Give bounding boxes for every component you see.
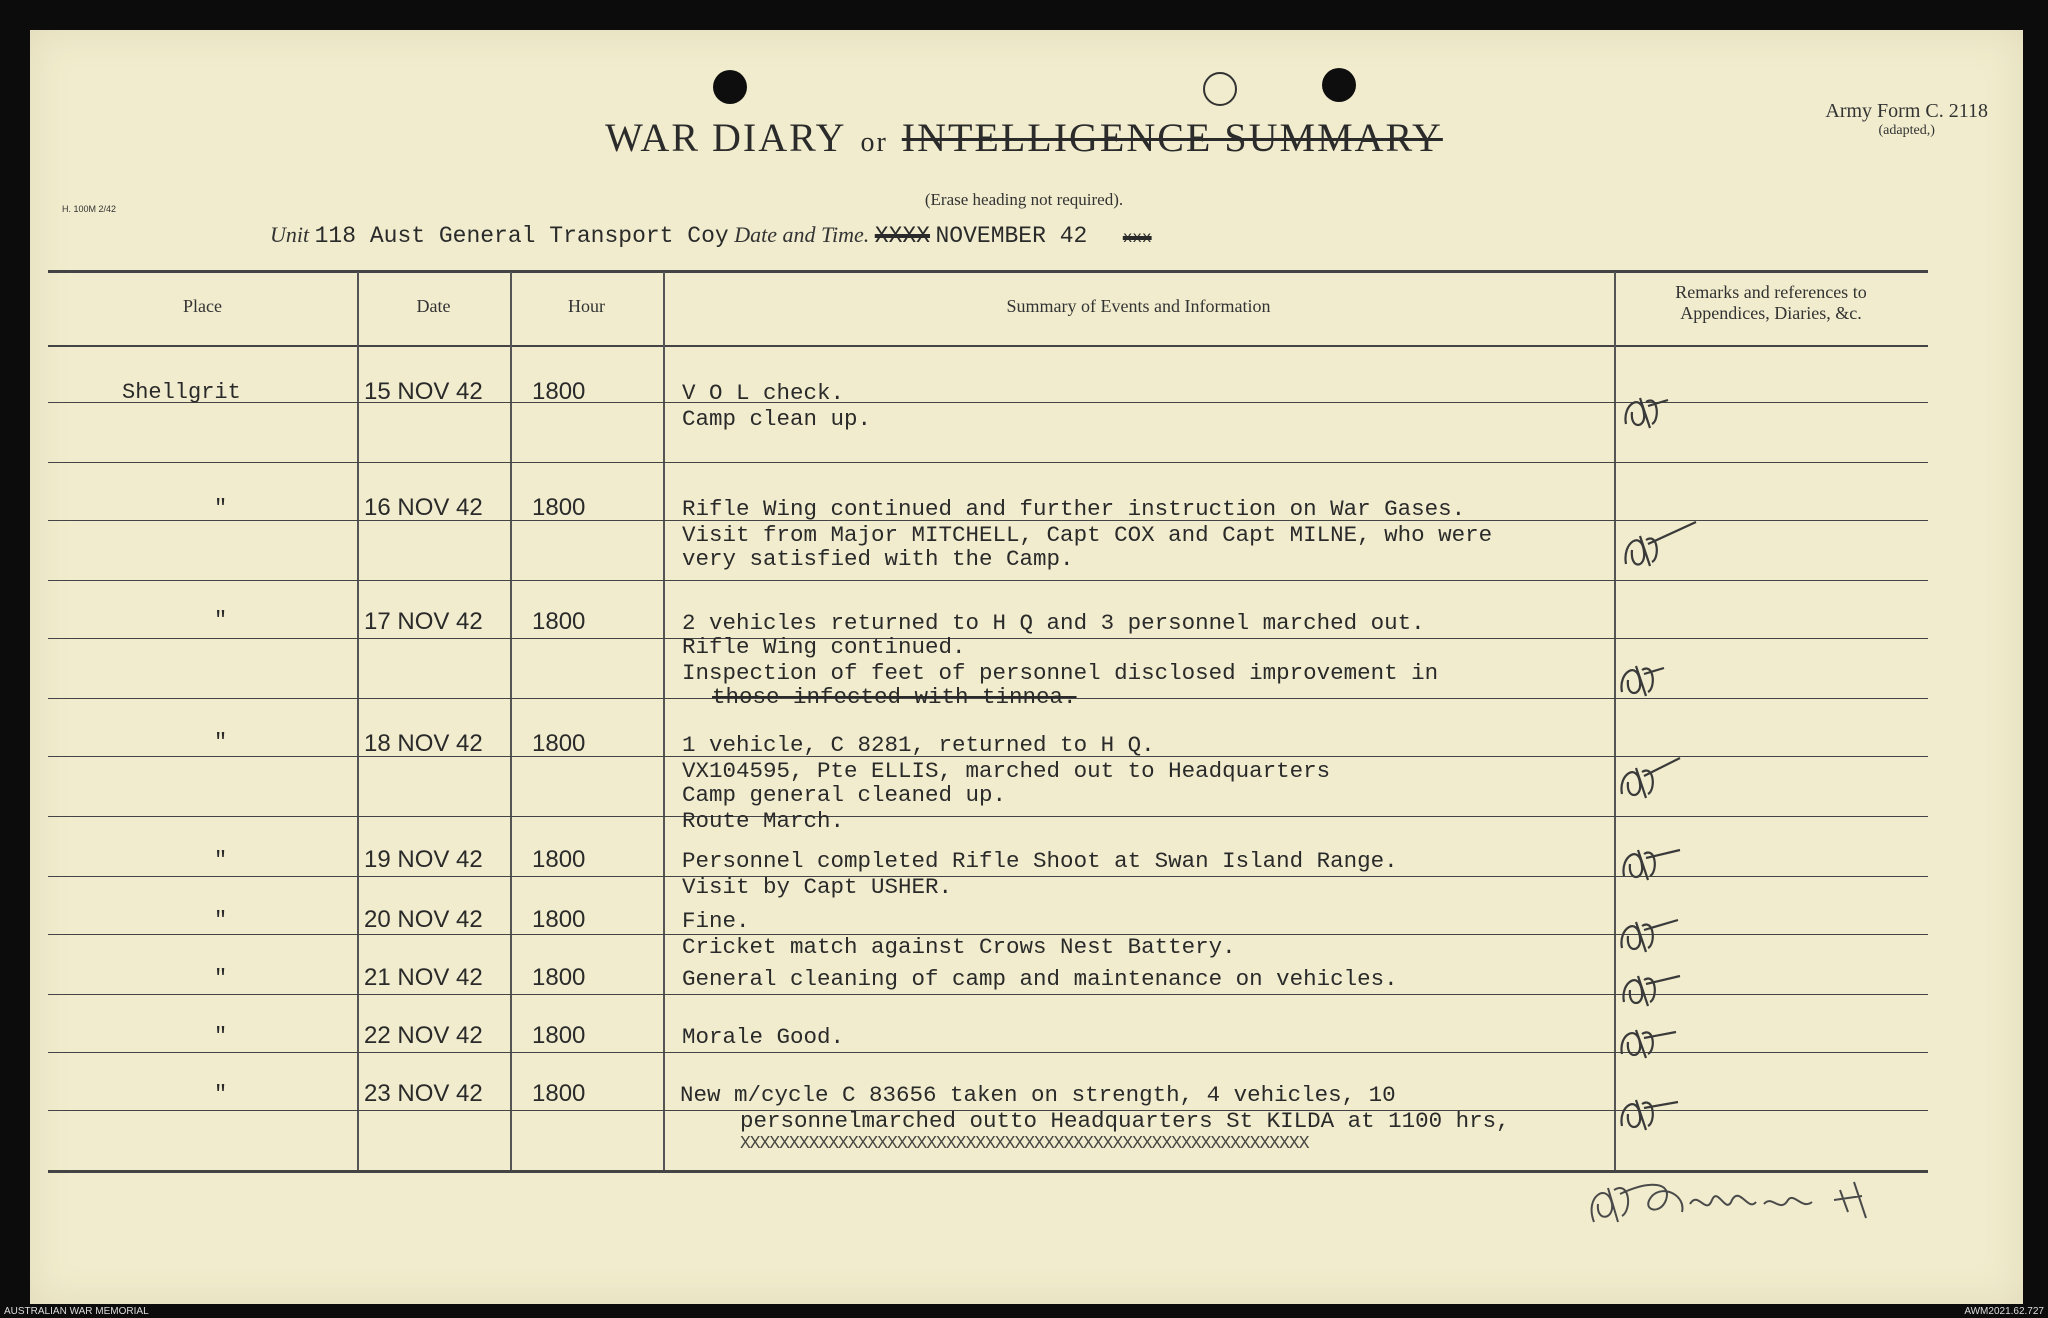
entry-place: " bbox=[214, 730, 228, 755]
entry-line: those infected with tinnea. bbox=[712, 684, 1077, 710]
initials-mark bbox=[1616, 1018, 1686, 1062]
col-header-date: Date bbox=[416, 296, 451, 316]
army-form-number: Army Form C. 2118 bbox=[1825, 100, 1988, 122]
entry-hour: 1800 bbox=[532, 1022, 586, 1049]
entry-line: General cleaning of camp and maintenance on vehicles. bbox=[682, 966, 1398, 992]
entry-place: Shellgrit bbox=[122, 380, 241, 405]
unit-value: 118 Aust General Transport Coy bbox=[314, 223, 729, 249]
entry-line: Morale Good. bbox=[682, 1024, 845, 1050]
entry-date: 15 NOV 42 bbox=[364, 378, 483, 405]
col-header-summary: Summary of Events and Information bbox=[1006, 296, 1271, 316]
col-header-hour: Hour bbox=[568, 296, 605, 316]
form-print-code: H. 100M 2/42 bbox=[62, 204, 117, 214]
initials-mark bbox=[1618, 836, 1688, 886]
entry-line: very satisfied with the Camp. bbox=[682, 546, 1074, 572]
entry-date: 21 NOV 42 bbox=[364, 964, 483, 991]
entry-line: Route March. bbox=[682, 808, 845, 834]
entry-line: 1 vehicle, C 8281, returned to H Q. bbox=[682, 732, 1155, 758]
entry-place: " bbox=[214, 966, 228, 991]
entry-line-crossed-out: XXXXXXXXXXXXXXXXXXXXXXXXXXXXXXXXXXXXXXXXXXXXXXXXXXXXXXXXXX bbox=[740, 1134, 1309, 1154]
table-top-rule bbox=[48, 270, 1928, 273]
initials-mark bbox=[1616, 1088, 1686, 1134]
initials-mark bbox=[1620, 518, 1700, 574]
title-struck-heading: INTELLIGENCE SUMMARY bbox=[901, 115, 1443, 160]
punch-hole-middle bbox=[1203, 72, 1237, 106]
entry-date: 18 NOV 42 bbox=[364, 730, 483, 757]
entry-line: Inspection of feet of personnel disclosed improvement in bbox=[682, 660, 1439, 686]
page-title bbox=[0, 114, 2048, 161]
entry-line: Camp general cleaned up. bbox=[682, 782, 1007, 808]
entry-line: Visit from Major MITCHELL, Capt COX and Capt MILNE, who were bbox=[682, 522, 1493, 548]
row-rule bbox=[48, 462, 1928, 463]
unit-line bbox=[270, 222, 1152, 249]
entry-place: " bbox=[214, 1082, 228, 1107]
col-header-remarks bbox=[1614, 282, 1928, 324]
entry-place: " bbox=[214, 608, 228, 633]
date-struck: XXXX bbox=[874, 223, 930, 249]
col-divider-hour bbox=[663, 272, 665, 1170]
entry-line: Camp clean up. bbox=[682, 406, 872, 432]
entry-date: 17 NOV 42 bbox=[364, 608, 483, 635]
unit-label: Unit bbox=[270, 222, 310, 247]
col-header-place: Place bbox=[183, 296, 222, 316]
initials-mark bbox=[1618, 964, 1688, 1010]
army-form-sub: (adapted,) bbox=[1878, 123, 1935, 138]
title-war-diary: WAR DIARY bbox=[605, 115, 847, 160]
initials-mark bbox=[1620, 384, 1680, 434]
title-or: or bbox=[860, 127, 888, 158]
entry-line: V O L check. bbox=[682, 380, 845, 406]
footer-reference: AWM2021.62.727 bbox=[1964, 1306, 2044, 1317]
footer-institution: AUSTRALIAN WAR MEMORIAL bbox=[4, 1306, 149, 1317]
entry-date: 19 NOV 42 bbox=[364, 846, 483, 873]
date-suffix: xxx bbox=[1122, 229, 1152, 247]
header-bottom-rule bbox=[48, 345, 1928, 347]
entry-hour: 1800 bbox=[532, 906, 586, 933]
initials-mark bbox=[1616, 652, 1676, 702]
col-header-remarks-line1: Remarks and references to bbox=[1675, 282, 1867, 302]
date-time-label: Date and Time. bbox=[734, 222, 870, 247]
entry-date: 16 NOV 42 bbox=[364, 494, 483, 521]
initials-mark bbox=[1616, 752, 1686, 804]
entry-line: personnelmarched outto Headquarters St KILDA at 1100 hrs, bbox=[740, 1108, 1510, 1134]
entry-date: 20 NOV 42 bbox=[364, 906, 483, 933]
initials-mark bbox=[1616, 908, 1686, 958]
row-rule bbox=[48, 580, 1928, 581]
entry-line: New m/cycle C 83656 taken on strength, 4 vehicles, 10 bbox=[680, 1082, 1396, 1108]
entry-line: Fine. bbox=[682, 908, 750, 934]
col-divider-place bbox=[357, 272, 359, 1170]
col-header-remarks-line2: Appendices, Diaries, &c. bbox=[1680, 303, 1862, 323]
punch-hole-left bbox=[713, 70, 747, 104]
erase-note: (Erase heading not required). bbox=[924, 190, 1124, 209]
entry-line: 2 vehicles returned to H Q and 3 personnel marched out. bbox=[682, 610, 1425, 636]
entry-date: 23 NOV 42 bbox=[364, 1080, 483, 1107]
entry-place: " bbox=[214, 496, 228, 521]
entry-line: Rifle Wing continued and further instruction on War Gases. bbox=[682, 496, 1466, 522]
punch-hole-right bbox=[1322, 68, 1356, 102]
entry-place: " bbox=[214, 848, 228, 873]
row-rule bbox=[48, 638, 1928, 639]
col-divider-date bbox=[510, 272, 512, 1170]
army-form-label bbox=[1825, 100, 1988, 139]
entry-date: 22 NOV 42 bbox=[364, 1022, 483, 1049]
entry-hour: 1800 bbox=[532, 730, 586, 757]
entry-line: Visit by Capt USHER. bbox=[682, 874, 953, 900]
entry-place: " bbox=[214, 908, 228, 933]
entry-hour: 1800 bbox=[532, 494, 586, 521]
entry-hour: 1800 bbox=[532, 964, 586, 991]
entry-line: Rifle Wing continued. bbox=[682, 634, 966, 660]
entry-hour: 1800 bbox=[532, 378, 586, 405]
entry-line: VX104595, Pte ELLIS, marched out to Headquarters bbox=[682, 758, 1331, 784]
date-value: NOVEMBER 42 bbox=[935, 223, 1088, 249]
entry-line: Personnel completed Rifle Shoot at Swan Island Range. bbox=[682, 848, 1398, 874]
signature bbox=[1580, 1160, 1940, 1240]
entry-hour: 1800 bbox=[532, 846, 586, 873]
entry-line: Cricket match against Crows Nest Battery. bbox=[682, 934, 1236, 960]
row-rule bbox=[48, 816, 1928, 817]
entry-hour: 1800 bbox=[532, 608, 586, 635]
entry-hour: 1800 bbox=[532, 1080, 586, 1107]
entry-place: " bbox=[214, 1024, 228, 1049]
